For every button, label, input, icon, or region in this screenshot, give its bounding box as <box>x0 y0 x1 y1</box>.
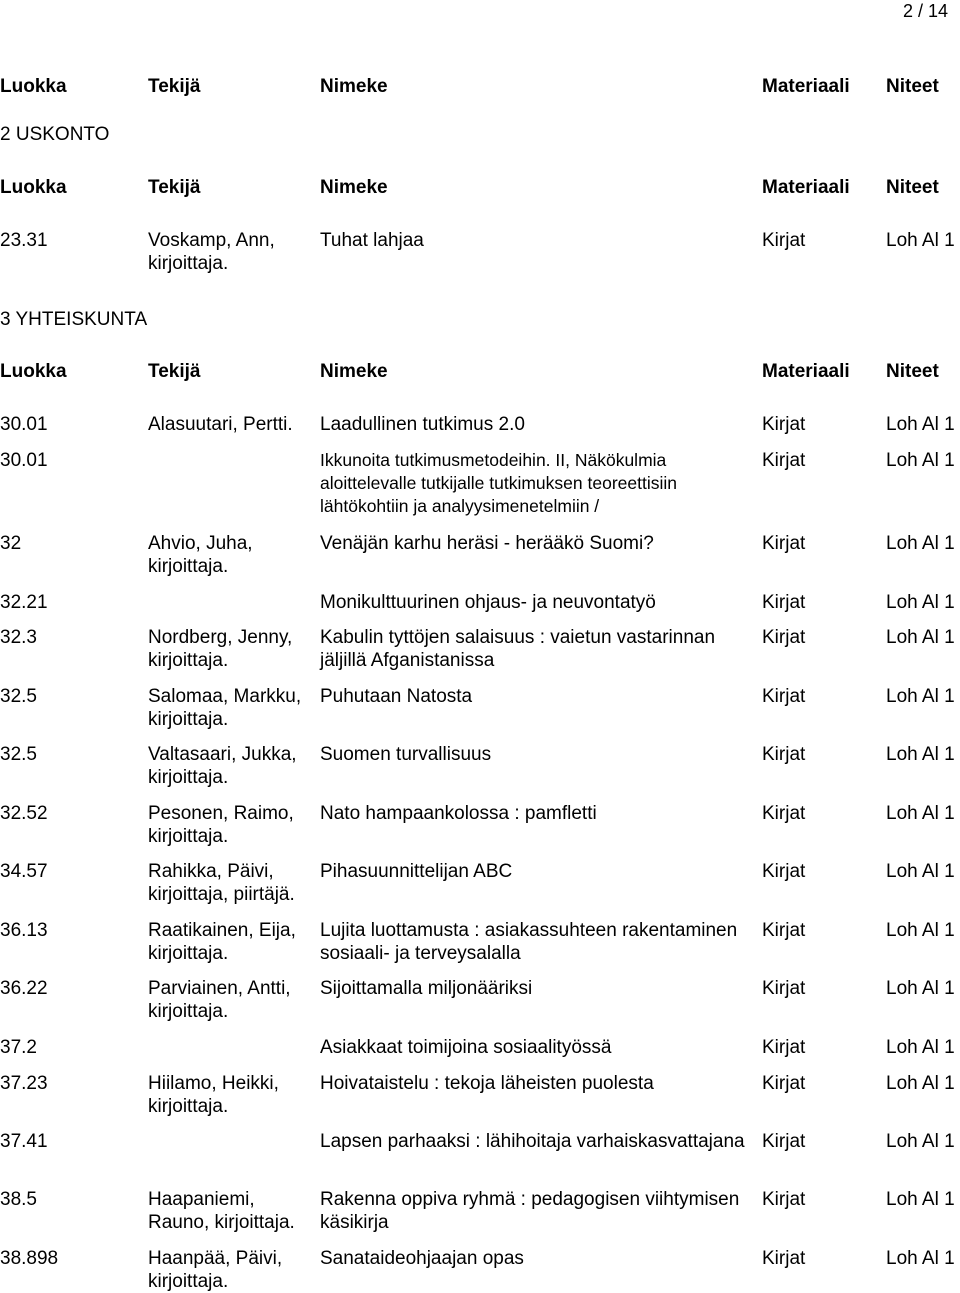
cell-tekija: Pesonen, Raimo, kirjoittaja. <box>148 803 294 847</box>
cell-niteet: Loh Al 1 <box>886 978 955 999</box>
cell-nimeke: Suomen turvallisuus <box>320 744 492 765</box>
cell-luokka: 32 <box>0 533 22 554</box>
cell-materiaali: Kirjat <box>762 1248 806 1269</box>
cell-niteet: Loh Al 1 <box>886 744 955 765</box>
cell-nimeke: Sanataideohjaajan opas <box>320 1248 524 1269</box>
cell-materiaali: Kirjat <box>762 230 806 251</box>
header-tekija: Tekijä <box>148 76 201 97</box>
section-heading-yhteiskunta: 3 YHTEISKUNTA <box>0 309 148 330</box>
cell-materiaali: Kirjat <box>762 1037 806 1058</box>
cell-luokka: 32.5 <box>0 744 37 765</box>
cell-materiaali: Kirjat <box>762 1131 806 1152</box>
cell-niteet: Loh Al 1 <box>886 592 955 613</box>
header-materiaali: Materiaali <box>762 177 850 198</box>
cell-materiaali: Kirjat <box>762 920 806 941</box>
cell-nimeke: Puhutaan Natosta <box>320 686 473 707</box>
header-luokka: Luokka <box>0 76 67 97</box>
cell-luokka: 38.898 <box>0 1248 59 1269</box>
cell-nimeke: Hoivataistelu : tekoja läheisten puolesta <box>320 1073 654 1094</box>
cell-materiaali: Kirjat <box>762 627 806 648</box>
cell-nimeke: Monikulttuurinen ohjaus- ja neuvontatyö <box>320 592 656 613</box>
cell-nimeke: Rakenna oppiva ryhmä : pedagogisen viihtymisen käsikirja <box>320 1189 740 1233</box>
header-materiaali: Materiaali <box>762 361 850 382</box>
header-luokka: Luokka <box>0 177 67 198</box>
cell-tekija: Nordberg, Jenny, kirjoittaja. <box>148 627 293 671</box>
header-niteet: Niteet <box>886 177 939 198</box>
cell-luokka: 37.41 <box>0 1131 48 1152</box>
cell-materiaali: Kirjat <box>762 450 806 471</box>
cell-niteet: Loh Al 1 <box>886 414 955 435</box>
cell-luokka: 36.22 <box>0 978 48 999</box>
cell-luokka: 32.5 <box>0 686 37 707</box>
cell-niteet: Loh Al 1 <box>886 1037 955 1058</box>
cell-tekija: Haanpää, Päivi, kirjoittaja. <box>148 1248 283 1292</box>
cell-materiaali: Kirjat <box>762 592 806 613</box>
cell-luokka: 32.21 <box>0 592 48 613</box>
cell-materiaali: Kirjat <box>762 803 806 824</box>
cell-nimeke: Asiakkaat toimijoina sosiaalityössä <box>320 1037 612 1058</box>
header-nimeke: Nimeke <box>320 76 388 97</box>
cell-luokka: 30.01 <box>0 414 48 435</box>
cell-nimeke: Ikkunoita tutkimusmetodeihin. II, Näkökulmia aloittelevalle tutkijalle tutkimuksen teoreettisiin lähtökohtiin ja analyysimenetelmiin / <box>320 450 677 516</box>
page-number: 2 / 14 <box>902 1 948 21</box>
cell-tekija: Alasuutari, Pertti. <box>148 414 293 435</box>
header-tekija: Tekijä <box>148 177 201 198</box>
cell-luokka: 34.57 <box>0 861 48 882</box>
cell-materiaali: Kirjat <box>762 744 806 765</box>
cell-luokka: 37.23 <box>0 1073 48 1094</box>
cell-tekija: Parviainen, Antti, kirjoittaja. <box>148 978 291 1022</box>
cell-nimeke: Pihasuunnittelijan ABC <box>320 861 513 882</box>
header-nimeke: Nimeke <box>320 361 388 382</box>
cell-luokka: 32.52 <box>0 803 48 824</box>
cell-luokka: 38.5 <box>0 1189 37 1210</box>
cell-tekija: Rahikka, Päivi, kirjoittaja, piirtäjä. <box>148 861 295 905</box>
cell-nimeke: Lapsen parhaaksi : lähihoitaja varhaiskasvattajana <box>320 1131 745 1152</box>
cell-nimeke: Kabulin tyttöjen salaisuus : vaietun vastarinnan jäljillä Afganistanissa <box>320 627 716 671</box>
cell-tekija: Raatikainen, Eija, kirjoittaja. <box>148 920 296 964</box>
cell-niteet: Loh Al 1 <box>886 803 955 824</box>
cell-niteet: Loh Al 1 <box>886 1189 955 1210</box>
cell-tekija: Salomaa, Markku, kirjoittaja. <box>148 686 302 730</box>
header-materiaali: Materiaali <box>762 76 850 97</box>
cell-luokka: 32.3 <box>0 627 37 648</box>
cell-niteet: Loh Al 1 <box>886 861 955 882</box>
cell-luokka: 30.01 <box>0 450 48 471</box>
cell-materiaali: Kirjat <box>762 414 806 435</box>
cell-niteet: Loh Al 1 <box>886 1073 955 1094</box>
cell-tekija: Valtasaari, Jukka, kirjoittaja. <box>148 744 297 788</box>
cell-materiaali: Kirjat <box>762 1073 806 1094</box>
cell-niteet: Loh Al 1 <box>886 920 955 941</box>
cell-materiaali: Kirjat <box>762 978 806 999</box>
cell-niteet: Loh Al 1 <box>886 627 955 648</box>
cell-luokka: 37.2 <box>0 1037 37 1058</box>
cell-niteet: Loh Al 1 <box>886 230 955 251</box>
cell-luokka: 36.13 <box>0 920 48 941</box>
cell-niteet: Loh Al 1 <box>886 450 955 471</box>
cell-materiaali: Kirjat <box>762 861 806 882</box>
cell-materiaali: Kirjat <box>762 686 806 707</box>
cell-tekija: Voskamp, Ann, kirjoittaja. <box>148 230 275 274</box>
cell-nimeke: Sijoittamalla miljonääriksi <box>320 978 533 999</box>
cell-tekija: Ahvio, Juha, kirjoittaja. <box>148 533 253 577</box>
cell-nimeke: Tuhat lahjaa <box>320 230 424 251</box>
header-nimeke: Nimeke <box>320 177 388 198</box>
cell-tekija: Haapaniemi, Rauno, kirjoittaja. <box>148 1189 295 1233</box>
header-tekija: Tekijä <box>148 361 201 382</box>
section-heading-uskonto: 2 USKONTO <box>0 124 110 145</box>
cell-nimeke: Nato hampaankolossa : pamfletti <box>320 803 597 824</box>
header-luokka: Luokka <box>0 361 67 382</box>
cell-materiaali: Kirjat <box>762 533 806 554</box>
header-niteet: Niteet <box>886 361 939 382</box>
cell-niteet: Loh Al 1 <box>886 686 955 707</box>
cell-niteet: Loh Al 1 <box>886 1131 955 1152</box>
cell-nimeke: Laadullinen tutkimus 2.0 <box>320 414 525 435</box>
cell-tekija: Hiilamo, Heikki, kirjoittaja. <box>148 1073 279 1117</box>
cell-niteet: Loh Al 1 <box>886 533 955 554</box>
cell-niteet: Loh Al 1 <box>886 1248 955 1269</box>
cell-nimeke: Venäjän karhu heräsi - herääkö Suomi? <box>320 533 654 554</box>
cell-nimeke: Lujita luottamusta : asiakassuhteen rakentaminen sosiaali- ja terveysalalla <box>320 920 738 964</box>
header-niteet: Niteet <box>886 76 939 97</box>
cell-luokka: 23.31 <box>0 230 48 251</box>
cell-materiaali: Kirjat <box>762 1189 806 1210</box>
